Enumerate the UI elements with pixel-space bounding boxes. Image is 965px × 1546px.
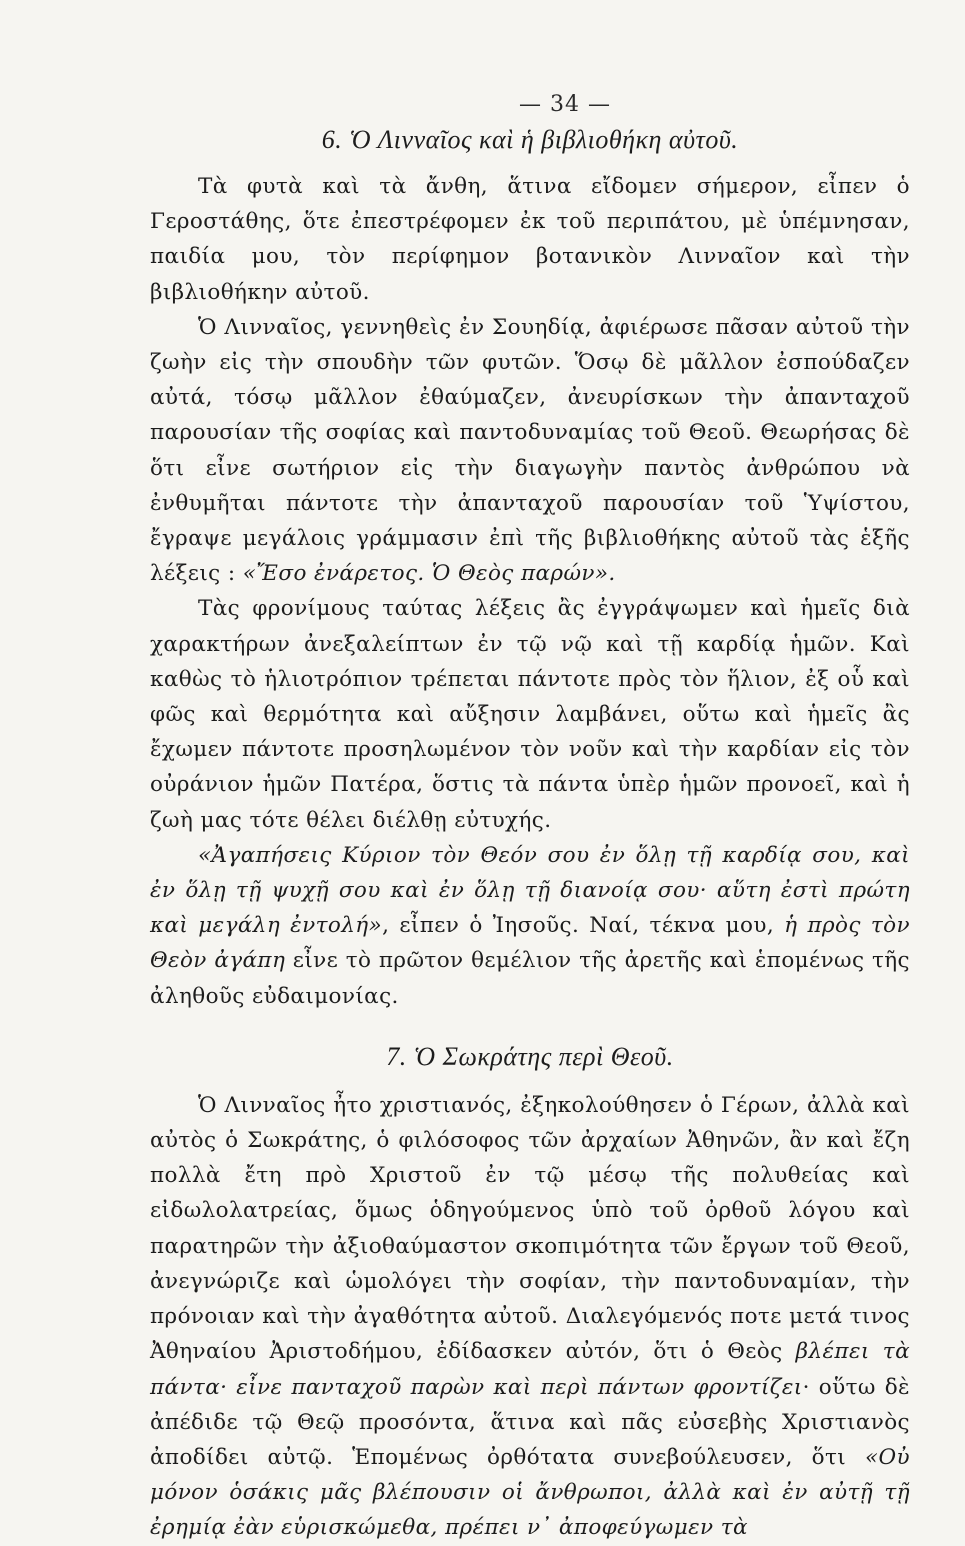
paragraph-2-text: Ὁ Λινναῖος, γεννηθεὶς ἐν Σουηδίᾳ, ἀφιέρωσε πᾶσαν αὐτοῦ τὴν ζωὴν εἰς τὴν σπουδὴν τῶν φυτῶν. Ὅσῳ δὲ μᾶλλον ἐσπούδαζεν αὐτά, τόσῳ μᾶλλον ἐθαύμαζεν, ἀνευρίσκων τὴν ἀπανταχοῦ παρουσίαν τῆς σοφίας καὶ παντοδυναμίας τοῦ Θεοῦ. Θεωρήσας δὲ ὅτι εἶνε σωτήριον εἰς τὴν διαγωγὴν παντὸς ἀνθρώπου νὰ ἐνθυμῆται πάντοτε τὴν ἀπανταχοῦ παρουσίαν τοῦ Ὑψίστου, ἔγραψε μεγάλοις γράμμασιν ἐπὶ τῆς βιβλιοθήκης αὐτοῦ τὰς ἑξῆς λέξεις : xyxy=(150,314,910,587)
section-7-text-a: Ὁ Λινναῖος ἦτο χριστιανός, ἐξηκολούθησεν ὁ Γέρων, ἀλλὰ καὶ αὐτὸς ὁ Σωκράτης, ὁ φιλόσοφος τῶν ἀρχαίων Ἀθηνῶν, ἂν καὶ ἔζη πολλὰ ἔτη πρὸ Χριστοῦ ἐν τῷ μέσῳ τῆς πολυθείας καὶ εἰδωλολατρείας, ὅμως ὁδηγούμενος ὑπὸ τοῦ ὀρθοῦ λόγου καὶ παρατηρῶν τὴν ἀξιοθαύμαστον σκοπιμότητα τῶν ἔργων τοῦ Θεοῦ, ἀνεγνώριζε καὶ ὡμολόγει τὴν σοφίαν, τὴν παντοδυναμίαν, τὴν πρόνοιαν καὶ τὴν ἀγαθότητα αὐτοῦ. Διαλεγόμενός ποτε μετά τινος Ἀθηναίου Ἀριστοδήμου, ἐδίδασκεν αὐτόν, ὅτι ὁ Θεὸς xyxy=(150,1092,910,1365)
section-6-paragraph-4 xyxy=(150,838,910,1014)
book-page xyxy=(150,92,910,1546)
page-number: — 34 — xyxy=(519,92,611,117)
section-6-paragraph-3: Τὰς φρονίμους ταύτας λέξεις ἂς ἐγγράψωμεν καὶ ἡμεῖς διὰ χαρακτήρων ἀνεξαλείπτων ἐν τῷ νῷ καὶ τῇ καρδίᾳ ἡμῶν. Καὶ καθὼς τὸ ἡλιοτρόπιον τρέπεται πάντοτε πρὸς τὸν ἥλιον, ἐξ οὗ καὶ φῶς καὶ θερμότητα καὶ αὔξησιν λαμβάνει, οὕτω καὶ ἡμεῖς ἂς ἔχωμεν πάντοτε προσηλωμένον τὸν νοῦν καὶ τὴν καρδίαν εἰς τὸν οὐράνιον ἡμῶν Πατέρα, ὅστις τὰ πάντα ὑπὲρ ἡμῶν προνοεῖ, καὶ ἡ ζωὴ μας τότε θέλει διέλθῃ εὐτυχής. xyxy=(150,596,910,833)
section-6-title: 6. Ὁ Λινναῖος καὶ ἡ βιβλιοθήκη αὐτοῦ. xyxy=(321,125,739,154)
paragraph-4-emphasis: ἡ πρὸς τὸν Θεὸν ἀγάπη xyxy=(150,913,910,974)
paragraph-4-ending: εἶνε τὸ πρῶτον θεμέλιον τῆς ἀρετῆς καὶ ἑπομένως τῆς ἀληθοῦς εὐδαιμονίας. xyxy=(150,948,910,1009)
section-7-title: 7. Ὁ Σωκράτης περὶ Θεοῦ. xyxy=(386,1041,674,1071)
paragraph-4-text: , εἶπεν ὁ Ἰησοῦς. Ναί, τέκνα μου, xyxy=(382,913,785,939)
section-7-emphasis-1: βλέπει τὰ πάντα· εἶνε πανταχοῦ παρὼν καὶ περὶ πάντων φροντίζει xyxy=(150,1339,910,1400)
section-7-emphasis-2: «Οὐ μόνον ὁσάκις μᾶς βλέπουσιν οἱ ἄνθρωποι, ἀλλὰ καὶ ἐν αὐτῇ τῇ ἐρημίᾳ ἐὰν εὑρισκώμεθα, πρέπει ν᾽ ἀποφεύγωμεν τὰ xyxy=(150,1444,910,1541)
library-inscription-quote: «Ἔσο ἐνάρετος. Ὁ Θεὸς παρών». xyxy=(242,561,616,587)
section-6-paragraph-1: Τὰ φυτὰ καὶ τὰ ἄνθη, ἅτινα εἴδομεν σήμερον, εἶπεν ὁ Γεροστάθης, ὅτε ἐπεστρέφομεν ἐκ τοῦ περιπάτου, μὲ ὑπέμνησαν, παιδία μου, τὸν περίφημον βοτανικὸν Λινναῖον καὶ τὴν βιβλιοθήκην αὐτοῦ. xyxy=(150,174,910,305)
section-7-text-b: · οὕτω δὲ ἀπέδιδε τῷ Θεῷ προσόντα, ἅτινα καὶ πᾶς εὐσεβὴς Χριστιανὸς ἀποδίδει αὐτῷ. Ἑπομένως ὀρθότατα συνεβούλευσεν, ὅτι xyxy=(150,1374,910,1470)
section-7-paragraph-1 xyxy=(150,1088,910,1546)
commandment-quote: «Ἀγαπήσεις Κύριον τὸν Θεόν σου ἐν ὅλῃ τῇ καρδίᾳ σου, καὶ ἐν ὅλῃ τῇ ψυχῇ σου καὶ ἐν ὅλῃ τῇ διανοίᾳ σου· αὕτη ἐστὶ πρώτη καὶ μεγάλη ἐντολή» xyxy=(150,842,910,939)
section-6-paragraph-2 xyxy=(150,310,910,592)
